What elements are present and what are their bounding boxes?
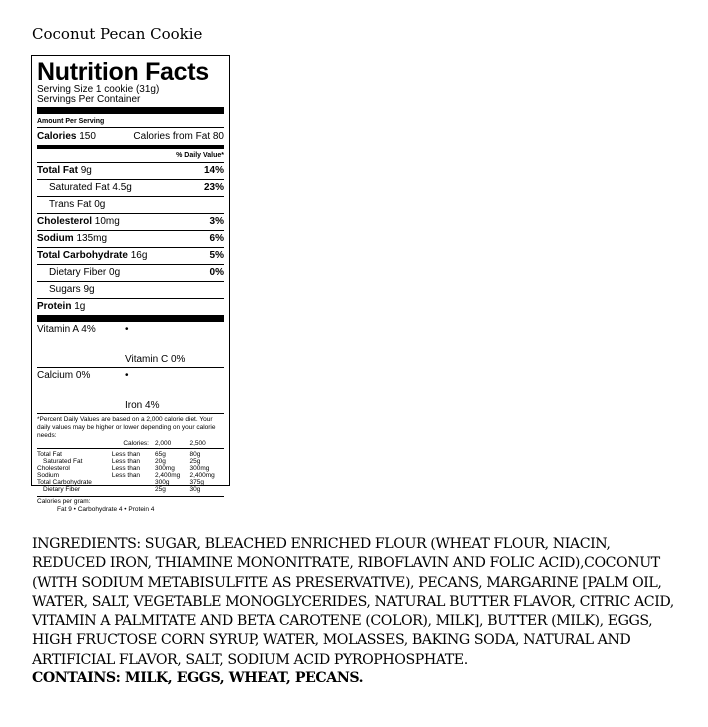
- nutrient-amount: 1g: [74, 301, 86, 312]
- nutrient-name: Trans Fat: [49, 199, 92, 210]
- dv-col1: 2,000: [155, 440, 189, 449]
- dv-table-row: [37, 449, 224, 459]
- nutrient-name: Dietary Fiber: [49, 267, 107, 278]
- nutrient-amount: 16g: [130, 250, 148, 261]
- dv-b: 2,400mg: [189, 472, 215, 479]
- nutrient-name: Cholesterol: [37, 216, 93, 227]
- amount-per-serving: Amount Per Serving: [37, 118, 105, 125]
- nutrient-name: Total Fat: [37, 165, 78, 176]
- bullet: •: [125, 370, 129, 381]
- calories-from-fat: Calories from Fat 80: [133, 131, 224, 142]
- product-title: Coconut Pecan Cookie: [32, 25, 203, 43]
- nutrient-dv: 0%: [209, 267, 224, 278]
- dv-name: Saturated Fat: [43, 458, 83, 465]
- allergen-statement: CONTAINS: MILK, EGGS, WHEAT, PECANS.: [32, 670, 364, 686]
- nutrient-amount: 10mg: [94, 216, 120, 227]
- dv-a: 25g: [155, 486, 166, 493]
- nutrient-amount: 0g: [109, 267, 121, 278]
- nutrient-dv: 6%: [209, 233, 224, 244]
- nutrient-dv: 5%: [209, 250, 224, 261]
- nutrient-row: [37, 213, 224, 230]
- nutrient-row: [37, 264, 224, 281]
- dv-b: 375g: [189, 479, 204, 486]
- dv-table-row: [37, 479, 224, 486]
- nutrient-row: [37, 179, 224, 196]
- nutrition-facts-heading: Nutrition Facts: [37, 58, 209, 86]
- vitamin-a: Vitamin A 4%: [37, 324, 96, 335]
- nutrient-dv: 23%: [203, 182, 224, 193]
- thick-divider: [37, 107, 224, 114]
- nutrition-facts-label: [31, 55, 230, 513]
- nutrient-row: [37, 281, 224, 298]
- nutrient-name: Total Carbohydrate: [37, 250, 128, 261]
- calories-per-gram-label: Calories per gram:: [37, 498, 91, 505]
- dv-a: 20g: [155, 458, 166, 465]
- nutrient-amount: 135mg: [76, 233, 108, 244]
- calories-row: [37, 127, 224, 145]
- nutrient-row: [37, 196, 224, 213]
- mineral-bullet: [125, 368, 159, 413]
- nutrient-row: [37, 298, 224, 315]
- nutrient-name: Protein: [37, 301, 72, 312]
- nutrient-row: [37, 247, 224, 264]
- nutrient-row: [37, 162, 224, 179]
- calories-per-gram-values: Fat 9 • Carbohydrate 4 • Protein 4: [57, 506, 155, 513]
- dv-a: 2,400mg: [155, 472, 181, 479]
- daily-value-table: [37, 440, 224, 493]
- nutrient-amount: 9g: [83, 284, 95, 295]
- dv-table-row: [37, 458, 224, 465]
- dv-a: 300mg: [155, 465, 175, 472]
- vitamin-row: [37, 322, 224, 367]
- calcium: Calcium 0%: [37, 370, 91, 381]
- dv-qual: [112, 479, 155, 486]
- dv-calories-label: Calories:: [112, 440, 155, 449]
- dv-table-row: [37, 465, 224, 472]
- nutrient-name: Sodium: [37, 233, 74, 244]
- dv-b: 300mg: [189, 465, 210, 472]
- thick-divider: [37, 315, 224, 322]
- servings-per-container: Servings Per Container: [37, 94, 141, 105]
- dv-name: Sodium: [37, 472, 60, 479]
- nutrient-amount: 0g: [94, 199, 106, 210]
- iron: Iron 4%: [125, 400, 160, 411]
- dv-table-header: [37, 440, 224, 449]
- nutrient-amount: 4.5g: [112, 182, 132, 193]
- dv-a: 300g: [155, 479, 170, 486]
- dv-b: 25g: [189, 458, 201, 465]
- nutrient-amount: 9g: [80, 165, 92, 176]
- mineral-row: [37, 367, 224, 413]
- nutrient-name: Sugars: [49, 284, 81, 295]
- dv-qual: [112, 486, 155, 493]
- nutrient-name: Saturated Fat: [49, 182, 110, 193]
- dv-table-row: [37, 472, 224, 479]
- dv-name: Total Fat: [37, 451, 62, 458]
- calories-value: 150: [79, 131, 96, 142]
- dv-b: 30g: [189, 486, 201, 493]
- bullet: •: [125, 324, 129, 335]
- dv-col2: 2,500: [189, 440, 224, 449]
- nutrient-dv: 14%: [203, 165, 224, 176]
- nutrient-row: [37, 230, 224, 247]
- vitamin-bullet: [125, 322, 185, 367]
- footnote: [37, 413, 224, 514]
- ingredients-text: INGREDIENTS: SUGAR, BLEACHED ENRICHED FLOUR (WHEAT FLOUR, NIACIN, REDUCED IRON, THIAMINE MONONITRATE, RIBOFLAVIN AND FOLIC ACID),COCONUT (WITH SODIUM METABISULFITE AS PRESERVATIVE), PECANS, MARGARINE [PALM OIL, WATER, SALT, VEGETABLE MONOGLYCERIDES, NATURAL BUTTER FLAVOR, CITRIC ACID, VITAMIN A PALMITATE AND BETA CAROTENE (COLOR), MILK], BUTTER (MILK), EGGS, HIGH FRUCTOSE CORN SYRUP, WATER, MOLASSES, BAKING SODA, NATURAL AND ARTIFICIAL FLAVOR, SALT, SODIUM ACID PYROPHOSPHATE.: [32, 536, 674, 668]
- daily-value-header: % Daily Value*: [176, 152, 224, 159]
- dv-b: 80g: [189, 451, 201, 458]
- dv-name: Dietary Fiber: [43, 486, 81, 493]
- vitamin-c: Vitamin C 0%: [125, 354, 186, 365]
- dv-qual: Less than: [111, 451, 141, 458]
- dv-qual: Less than: [111, 472, 141, 479]
- footnote-text: *Percent Daily Values are based on a 2,000 calorie diet. Your daily values may be higher or lower depending on your calorie needs:: [37, 416, 216, 439]
- dv-table-row: [37, 486, 224, 493]
- dv-name: Total Carbohydrate: [37, 479, 92, 486]
- dv-a: 65g: [155, 451, 166, 458]
- calories-per-gram: [37, 496, 224, 514]
- serving-size: Serving Size 1 cookie (31g): [37, 84, 160, 95]
- nutrient-dv: 3%: [209, 216, 224, 227]
- dv-name: Cholesterol: [37, 465, 70, 472]
- dv-qual: Less than: [111, 465, 141, 472]
- dv-qual: Less than: [111, 458, 141, 465]
- calories-label: Calories: [37, 131, 77, 142]
